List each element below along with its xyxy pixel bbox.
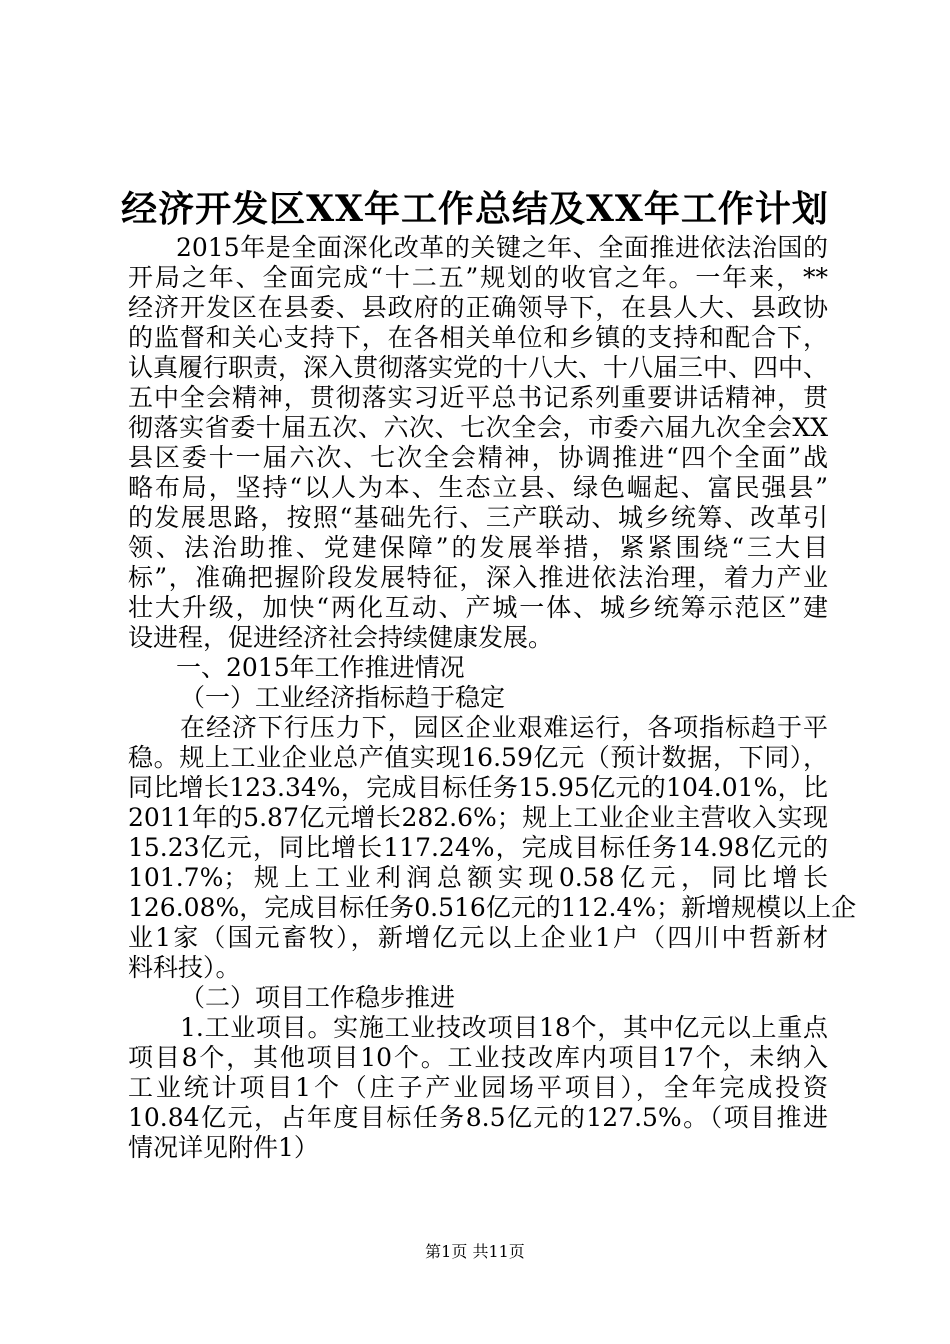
- text-line: 项目8个，其他项目10个。工业技改库内项目17个，未纳入: [128, 1043, 828, 1072]
- text-line: 略布局，坚持“以人为本、生态立县、绿色崛起、富民强县”: [128, 473, 828, 502]
- text-line: 开局之年、全面完成“十二五”规划的收官之年。一年来，**: [128, 263, 828, 292]
- text-line: 101.7%；规上工业利润总额实现0.58亿元，同比增长: [128, 863, 828, 892]
- document-body: [128, 233, 857, 1163]
- paragraph-intro: [128, 233, 828, 653]
- subsection-heading: （二）项目工作稳步推进: [180, 983, 456, 1012]
- text-line: 情况详见附件1）: [128, 1133, 319, 1162]
- text-line: 县区委十一届六次、七次全会精神，协调推进“四个全面”战: [128, 443, 828, 472]
- paragraph-industrial-projects: [128, 1013, 828, 1163]
- text-line: 的发展思路，按照“基础先行、三产联动、城乡统筹、改革引: [128, 503, 828, 532]
- text-line: 工业统计项目1个（庄子产业园场平项目），全年完成投资: [128, 1073, 828, 1102]
- text-line: 料科技）。: [128, 953, 241, 982]
- text-line: 设进程，促进经济社会持续健康发展。: [128, 623, 554, 652]
- paragraph-industrial-indicators: [128, 713, 857, 983]
- text-line: 领、法治助推、党建保障”的发展举措，紧紧围绕“三大目: [128, 533, 828, 562]
- text-line: 同比增长123.34%，完成目标任务15.95亿元的104.01%，比: [128, 773, 828, 802]
- text-line: 2011年的5.87亿元增长282.6%；规上工业企业主营收入实现: [128, 803, 828, 832]
- text-line: 认真履行职责，深入贯彻落实党的十八大、十八届三中、四中、: [128, 353, 829, 382]
- text-line: 五中全会精神，贯彻落实习近平总书记系列重要讲话精神，贯: [128, 383, 828, 412]
- text-line: 稳。规上工业企业总产值实现16.59亿元（预计数据，下同），: [128, 743, 828, 772]
- text-line: 的监督和关心支持下，在各相关单位和乡镇的支持和配合下，: [128, 323, 828, 352]
- text-line: 2015年是全面深化改革的关键之年、全面推进依法治国的: [176, 233, 828, 262]
- text-line: 15.23亿元，同比增长117.24%，完成目标任务14.98亿元的: [128, 833, 828, 862]
- text-line: 标”，准确把握阶段发展特征，深入推进依法治理，着力产业: [128, 563, 828, 592]
- text-line: 彻落实省委十届五次、六次、七次全会，市委六届九次全会XX: [128, 413, 828, 442]
- text-line: 10.84亿元，占年度目标任务8.5亿元的127.5%。（项目推进: [128, 1103, 828, 1132]
- page-title: 经济开发区XX年工作总结及XX年工作计划: [121, 188, 829, 230]
- section-heading: 一、2015年工作推进情况: [176, 653, 465, 682]
- text-line: 在经济下行压力下，园区企业艰难运行，各项指标趋于平: [180, 713, 828, 742]
- text-line: 经济开发区在县委、县政府的正确领导下，在县人大、县政协: [128, 293, 828, 322]
- text-line: 壮大升级，加快“两化互动、产城一体、城乡统筹示范区”建: [128, 593, 828, 622]
- text-line: 126.08%，完成目标任务0.516亿元的112.4%；新增规模以上企: [128, 893, 857, 922]
- text-line: 1.工业项目。实施工业技改项目18个，其中亿元以上重点: [180, 1013, 828, 1042]
- page-number-footer: 第1页 共11页: [425, 1242, 525, 1261]
- text-line: 业1家（国元畜牧），新增亿元以上企业1户（四川中哲新材: [128, 923, 828, 952]
- subsection-heading: （一）工业经济指标趋于稳定: [180, 683, 506, 712]
